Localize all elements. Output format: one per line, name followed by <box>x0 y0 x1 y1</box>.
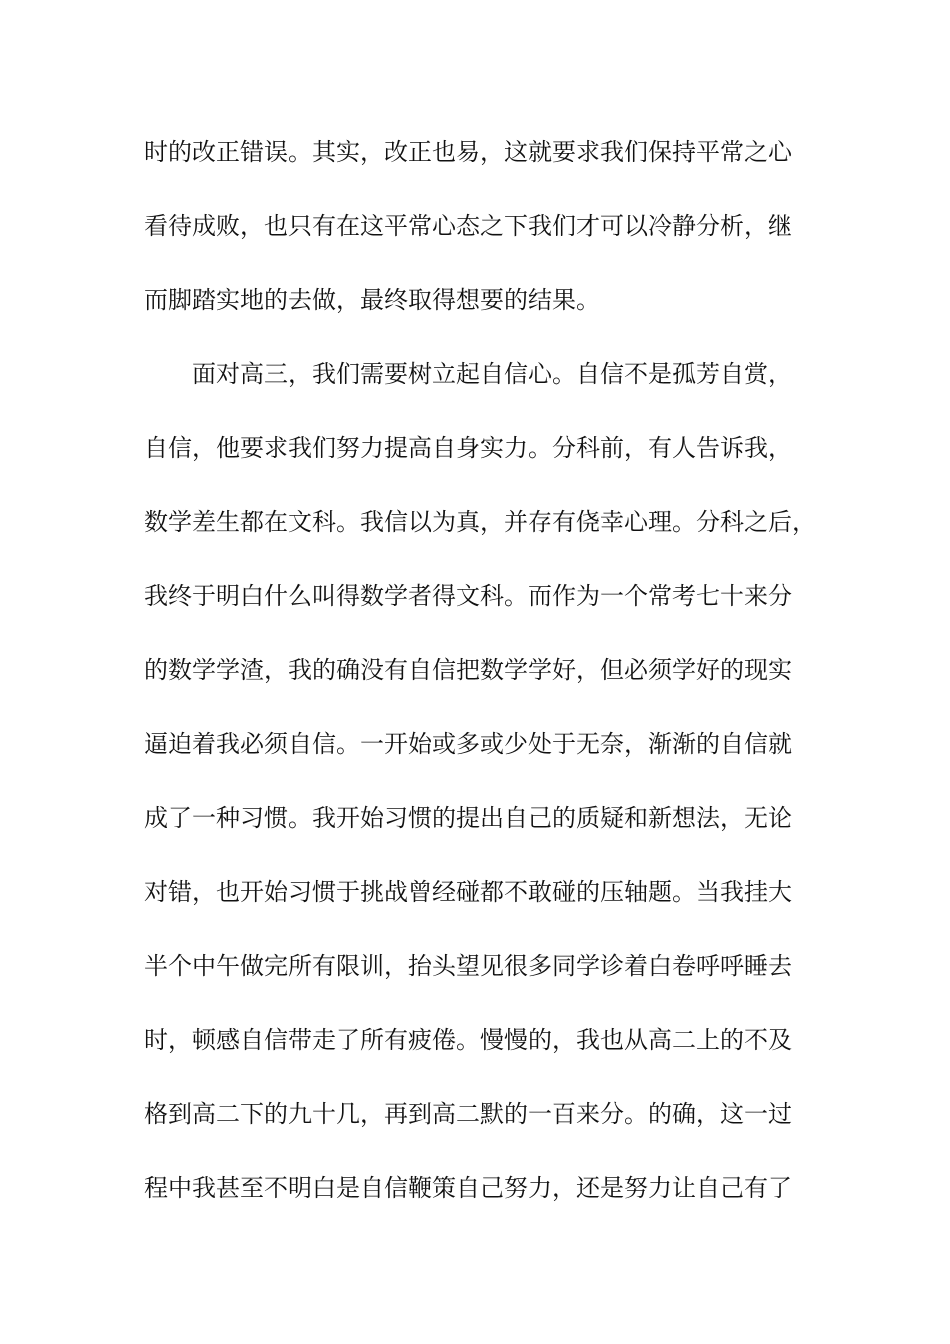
text-line: 对错，也开始习惯于挑战曾经碰都不敢碰的压轴题。当我挂大 <box>144 878 792 906</box>
text-line: 时的改正错误。其实，改正也易，这就要求我们保持平常之心 <box>144 138 792 166</box>
text-line: 时，顿感自信带走了所有疲倦。慢慢的，我也从高二上的不及 <box>144 1026 792 1054</box>
paragraph-start-line: 面对高三，我们需要树立起自信心。自信不是孤芳自赏， <box>192 360 792 388</box>
text-line: 半个中午做完所有限训，抬头望见很多同学诊着白卷呼呼睡去 <box>144 952 792 980</box>
body-text <box>144 132 834 1242</box>
text-line: 成了一种习惯。我开始习惯的提出自己的质疑和新想法，无论 <box>144 804 792 832</box>
text-line: 逼迫着我必须自信。一开始或多或少处于无奈，渐渐的自信就 <box>144 730 792 758</box>
text-line: 程中我甚至不明白是自信鞭策自己努力，还是努力让自己有了 <box>144 1174 792 1202</box>
text-line: 的数学学渣，我的确没有自信把数学学好，但必须学好的现实 <box>144 656 792 684</box>
text-line: 看待成败，也只有在这平常心态之下我们才可以冷静分析，继 <box>144 212 792 240</box>
text-line: 自信，他要求我们努力提高自身实力。分科前，有人告诉我， <box>144 434 792 462</box>
text-line: 而脚踏实地的去做，最终取得想要的结果。 <box>144 286 600 314</box>
text-line: 数学差生都在文科。我信以为真，并存有侥幸心理。分科之后， <box>144 508 816 536</box>
text-line: 我终于明白什么叫得数学者得文科。而作为一个常考七十来分 <box>144 582 792 610</box>
text-line: 格到高二下的九十几，再到高二默的一百来分。的确，这一过 <box>144 1100 792 1128</box>
